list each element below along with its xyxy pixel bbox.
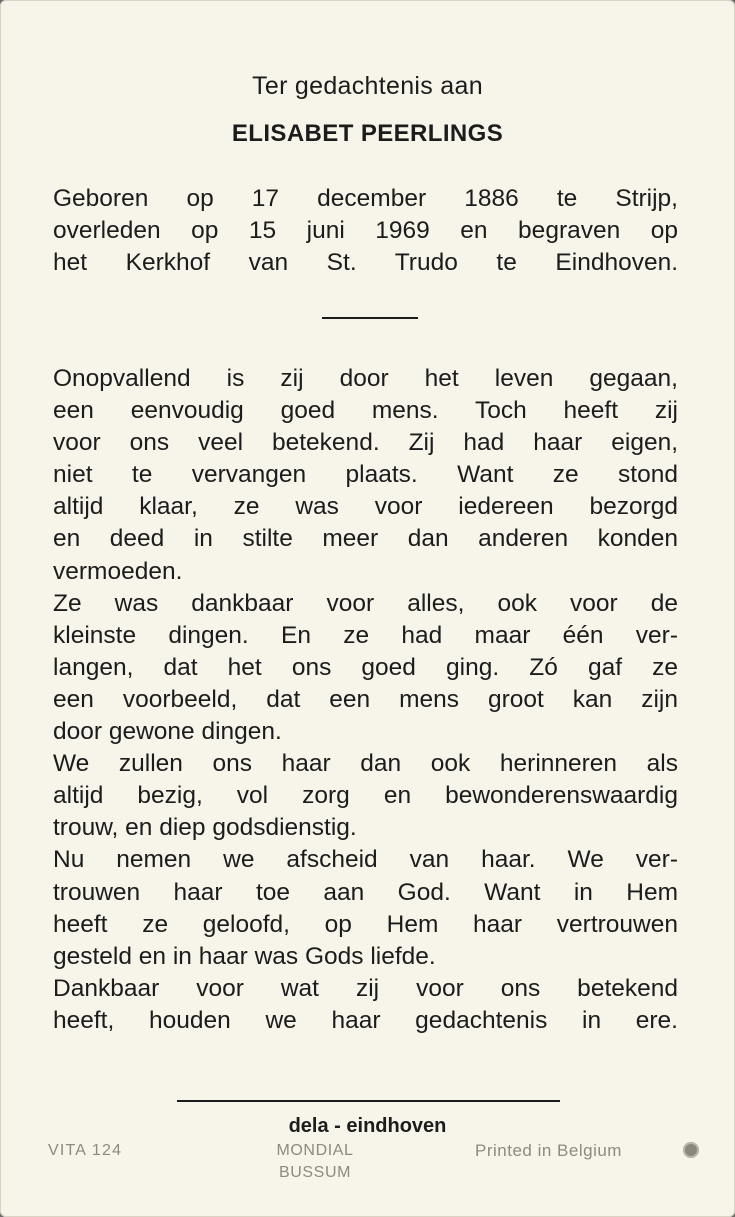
text-line: We zullen ons haar dan ook herinneren als — [53, 750, 678, 778]
printer-line: MONDIAL — [276, 1142, 354, 1159]
text-line: niet te vervangen plaats. Want ze stond — [53, 461, 678, 489]
text-line: en deed in stilte meer dan anderen konden — [53, 525, 678, 553]
text-line: Ze was dankbaar voor alles, ook voor de — [53, 589, 678, 617]
publisher-name: dela - eindhoven — [288, 1115, 447, 1137]
printer-line: BUSSUM — [278, 1164, 352, 1181]
text-line: trouwen haar toe aan God. Want in Hem — [53, 878, 678, 906]
text-line: Nu nemen we afscheid van haar. We ver- — [53, 846, 678, 874]
memorial-text — [53, 363, 678, 1037]
text-line: gesteld en in haar was Gods liefde. — [53, 942, 436, 970]
printer-imprint — [255, 1140, 375, 1184]
birth-death-text — [53, 183, 678, 279]
text-line: een eenvoudig goed mens. Toch heeft zij — [53, 397, 678, 425]
card-code: VITA 124 — [48, 1142, 123, 1159]
deceased-name: ELISABET PEERLINGS — [231, 120, 504, 147]
text-line: trouw, en diep godsdienstig. — [53, 814, 357, 842]
intro-heading: Ter gedachtenis aan — [252, 72, 483, 100]
separator-short — [322, 317, 418, 319]
text-line: langen, dat het ons goed ging. Zó gaf ze — [53, 653, 678, 681]
text-line: een voorbeeld, dat een mens groot kan zijn — [53, 685, 678, 713]
separator-long — [177, 1100, 560, 1102]
round-printer-mark-icon — [683, 1142, 699, 1158]
text-line: Geboren op 17 december 1886 te Strijp, — [53, 185, 678, 212]
text-line: altijd bezig, vol zorg en bewonderenswaardig — [53, 782, 678, 810]
printed-in: Printed in Belgium — [475, 1141, 622, 1160]
text-line: overleden op 15 juni 1969 en begraven op — [53, 217, 678, 245]
text-line: vermoeden. — [53, 557, 183, 585]
text-line: Dankbaar voor wat zij voor ons betekend — [53, 974, 678, 1002]
text-line: heeft ze geloofd, op Hem haar vertrouwen — [53, 910, 678, 938]
text-line: heeft, houden we haar gedachtenis in ere. — [53, 1006, 678, 1034]
text-line: altijd klaar, ze was voor iedereen bezorgd — [53, 493, 678, 521]
text-line: voor ons veel betekend. Zij had haar eigen, — [53, 429, 678, 457]
text-line: door gewone dingen. — [53, 718, 282, 746]
text-line: het Kerkhof van St. Trudo te Eindhoven. — [53, 249, 678, 277]
text-line: kleinste dingen. En ze had maar één ver- — [53, 621, 678, 649]
text-line: Onopvallend is zij door het leven gegaan, — [53, 365, 678, 392]
